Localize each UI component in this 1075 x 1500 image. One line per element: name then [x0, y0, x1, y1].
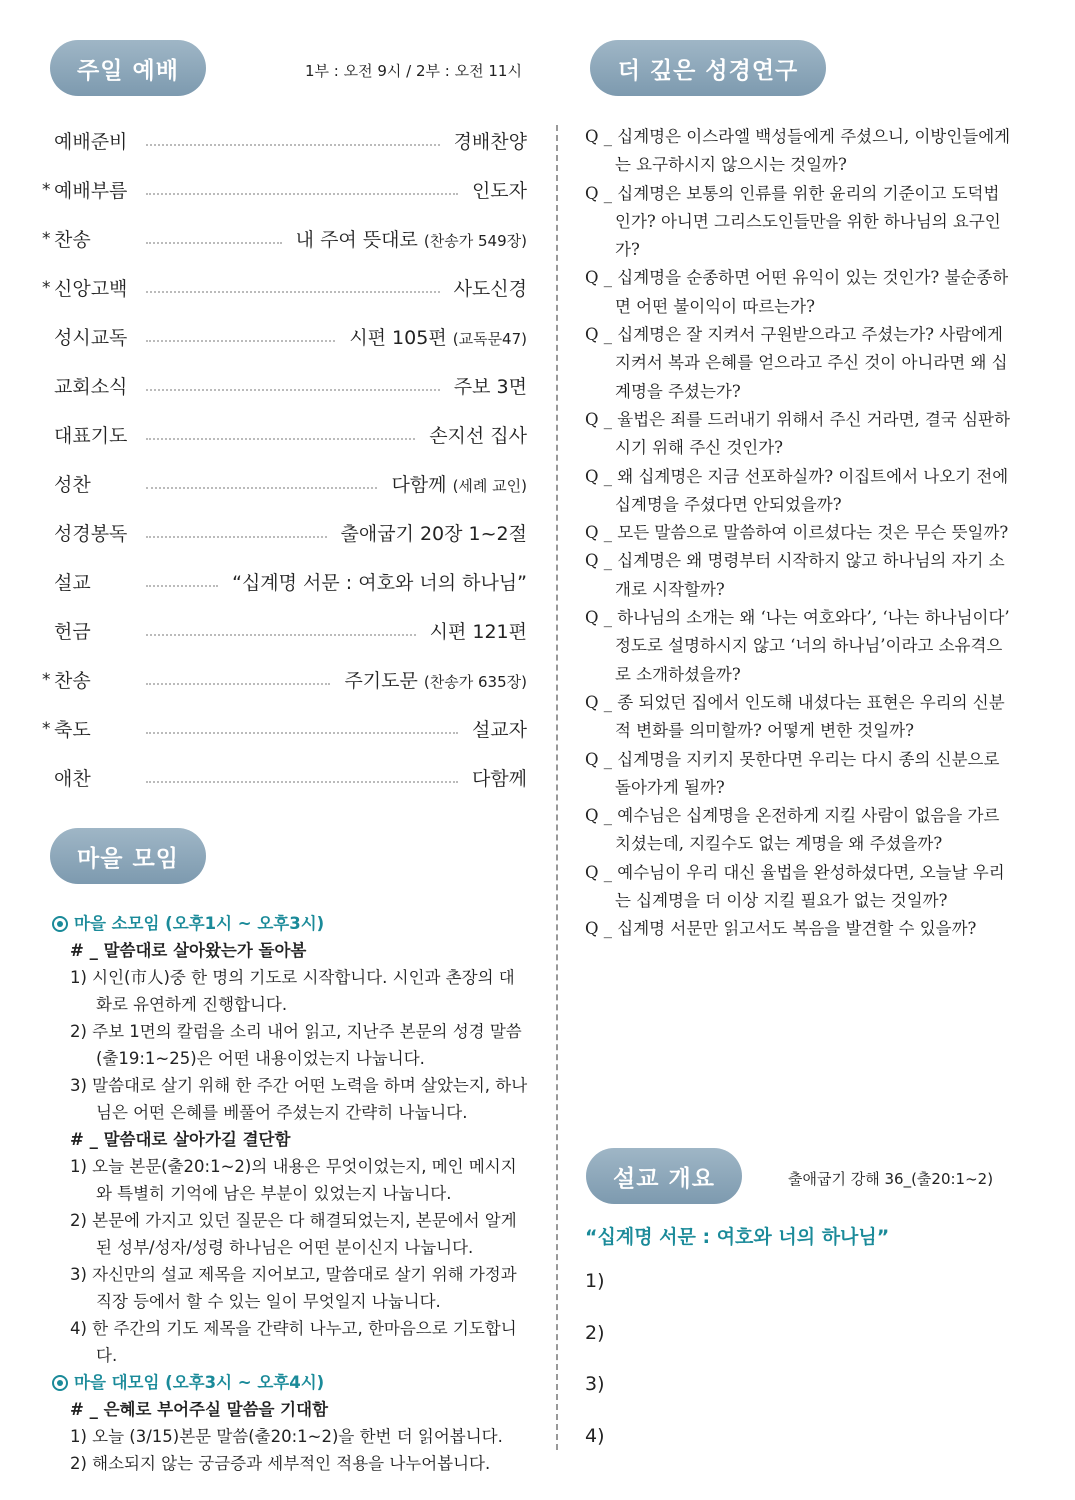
study-question: Q _ 십계명을 지키지 못한다면 우리는 다시 종의 신분으로 돌아가게 될까?: [585, 749, 1000, 797]
sermon-point: 1): [585, 1270, 605, 1292]
study-question: Q _ 십계명은 왜 명령부터 시작하지 않고 하나님의 자기 소개로 시작할까?: [585, 551, 1005, 599]
large-sub-heading: # _ 은혜로 부어주실 말씀을 기대함: [70, 1400, 329, 1419]
small-sub-heading-1: # _ 말씀대로 살아왔는가 돌아봄: [70, 941, 307, 960]
order-value: 인도자: [471, 180, 527, 202]
study-questions: [585, 123, 1013, 944]
order-label: 예배부름: [54, 180, 128, 202]
dotted-leader: [146, 781, 458, 783]
worship-order-row: [42, 655, 527, 704]
dotted-leader: [146, 732, 458, 734]
study-question: Q _ 십계명은 잘 지켜서 구원받으라고 주셨는가? 사람에게 지켜서 복과 은혜를 얻으라고 주신 것이 아니라면 왜 십계명을 주셨는가?: [585, 325, 1008, 401]
village-title: 마을 모임: [50, 828, 206, 884]
sermon-point: 3): [585, 1373, 605, 1395]
small-sub-heading-2: # _ 말씀대로 살아가길 결단함: [70, 1130, 291, 1149]
list-item: 3) 말씀대로 살기 위해 한 주간 어떤 노력을 하며 살았는지, 하나님은 어떤 은혜를 베풀어 주셨는지 간략히 나눕니다.: [70, 1076, 528, 1122]
dotted-leader: [146, 585, 218, 587]
order-label: 신앙고백: [54, 278, 128, 300]
large-meeting-heading: [52, 1369, 530, 1396]
sermon-points: [585, 1270, 605, 1476]
dotted-leader: [146, 340, 335, 342]
order-label: 애찬: [54, 768, 91, 790]
worship-order-row: [42, 606, 527, 655]
study-question: Q _ 하나님의 소개는 왜 ‘나는 여호와다’, ‘나는 하나님이다’ 정도로 설명하시지 않고 ‘너의 하나님’이라고 소유격으로 소개하셨을까?: [585, 608, 1010, 684]
dotted-leader: [146, 487, 377, 489]
dotted-leader: [146, 193, 458, 195]
sermon-point: 2): [585, 1321, 605, 1344]
study-question: Q _ 종 되었던 집에서 인도해 내셨다는 표현은 우리의 신분적 변화를 의미할까? 어떻게 변한 것일까?: [585, 692, 1005, 741]
order-label: 성경봉독: [54, 523, 128, 545]
required-mark: *: [42, 277, 51, 298]
list-item: 2) 본문에 가지고 있던 질문은 다 해결되었는지, 본문에서 알게 된 성부/성자/성령 하나님은 어떤 분이신지 나눕니다.: [70, 1211, 517, 1257]
worship-order-list: [42, 116, 527, 802]
worship-times: 1부 : 오전 9시 / 2부 : 오전 11시: [305, 62, 522, 80]
dotted-leader: [146, 242, 282, 244]
target-bullet-icon: [52, 1375, 68, 1391]
sermon-heading: “십계명 서문 : 여호와 너의 하나님”: [585, 1226, 890, 1248]
order-label: 교회소식: [54, 376, 128, 398]
order-value: 사도신경: [453, 278, 527, 300]
list-item: 1) 시인(市人)중 한 명의 기도로 시작합니다. 시인과 촌장의 대화로 유연하게 진행합니다.: [70, 968, 515, 1014]
worship-order-row: [42, 214, 527, 263]
study-question: Q _ 십계명은 이스라엘 백성들에게 주셨으니, 이방인들에게는 요구하시지 않으시는 것일까?: [585, 127, 1011, 175]
dotted-leader: [146, 634, 416, 636]
sermon-title: 설교 개요: [586, 1148, 742, 1204]
order-label: 예배준비: [54, 131, 128, 153]
worship-order-row: [42, 557, 527, 606]
worship-order-row: [42, 116, 527, 165]
worship-order-row: [42, 753, 527, 802]
order-label: 성찬: [54, 474, 91, 496]
order-label: 헌금: [54, 621, 91, 643]
required-mark: *: [42, 179, 51, 200]
required-mark: *: [42, 228, 51, 249]
order-value: 주기도문 (찬송가 635장): [344, 670, 527, 692]
list-item: 1) 오늘 본문(출20:1~2)의 내용은 무엇이었는지, 메인 메시지와 특별히 기억에 남은 부분이 있었는지 나눕니다.: [70, 1157, 517, 1203]
list-item: 3) 자신만의 설교 제목을 지어보고, 말씀대로 살기 위해 가정과 직장 등에서 할 수 있는 일이 무엇일지 나눕니다.: [70, 1265, 517, 1311]
study-question: Q _ 왜 십계명은 지금 선포하실까? 이집트에서 나오기 전에 십계명을 주셨다면 안되었을까?: [585, 466, 1009, 514]
required-mark: *: [42, 669, 51, 690]
dotted-leader: [146, 389, 440, 391]
column-divider: [556, 125, 558, 1450]
worship-title: 주일 예배: [50, 40, 206, 96]
worship-order-row: [42, 704, 527, 753]
order-label: 찬송: [54, 229, 91, 251]
order-value: “십계명 서문 : 여호와 너의 하나님”: [232, 572, 527, 594]
worship-order-row: [42, 459, 527, 508]
list-item: 4) 한 주간의 기도 제목을 간략히 나누고, 한마음으로 기도합니다.: [70, 1319, 517, 1365]
sermon-reference: 출애굽기 강해 36_(출20:1~2): [788, 1170, 994, 1188]
study-question: Q _ 십계명은 보통의 인류를 위한 윤리의 기준이고 도덕법인가? 아니면 그리스도인들만을 위한 하나님의 요구인가?: [585, 183, 1001, 260]
order-value: 내 주여 뜻대로 (찬송가 549장): [295, 229, 527, 251]
order-value: 시편 105편 (교독문47): [349, 327, 527, 349]
order-value: 손지선 집사: [429, 425, 527, 447]
order-value: 시편 121편: [429, 621, 527, 643]
order-label: 축도: [54, 719, 91, 741]
required-mark: *: [42, 718, 51, 739]
list-item: 1) 오늘 (3/15)본문 말씀(출20:1~2)을 한번 더 읽어봅니다.: [70, 1427, 503, 1446]
dotted-leader: [146, 438, 415, 440]
worship-order-row: [42, 361, 527, 410]
study-question: Q _ 예수님은 십계명을 온전하게 지킬 사람이 없음을 가르치셨는데, 지킬수도 없는 계명을 왜 주셨을까?: [585, 806, 1000, 854]
list-item: 2) 해소되지 않는 궁금증과 세부적인 적용을 나누어봅니다.: [70, 1454, 491, 1473]
small-meeting-heading-text: 마을 소모임 (오후1시 ~ 오후3시): [74, 914, 325, 933]
order-value: 다함께: [471, 768, 527, 790]
dotted-leader: [146, 144, 440, 146]
study-question: Q _ 십계명 서문만 읽고서도 복음을 발견할 수 있을까?: [585, 919, 977, 939]
order-value: 설교자: [471, 719, 527, 741]
study-question: Q _ 십계명을 순종하면 어떤 유익이 있는 것인가? 불순종하면 어떤 불이익이 따르는가?: [585, 268, 1009, 316]
worship-order-row: [42, 508, 527, 557]
order-value: 다함께 (세례 교인): [391, 474, 527, 496]
large-meeting-heading-text: 마을 대모임 (오후3시 ~ 오후4시): [74, 1373, 325, 1392]
dotted-leader: [146, 683, 330, 685]
list-item: 2) 주보 1면의 칼럼을 소리 내어 읽고, 지난주 본문의 성경 말씀(출19:1~25)은 어떤 내용이었는지 나눕니다.: [70, 1022, 522, 1068]
target-bullet-icon: [52, 916, 68, 932]
order-label: 성시교독: [54, 327, 128, 349]
sermon-point: 4): [585, 1424, 605, 1447]
dotted-leader: [146, 536, 327, 538]
order-label: 찬송: [54, 670, 91, 692]
dotted-leader: [146, 291, 440, 293]
order-label: 대표기도: [54, 425, 128, 447]
worship-order-row: [42, 410, 527, 459]
worship-order-row: [42, 312, 527, 361]
study-question: Q _ 예수님이 우리 대신 율법을 완성하셨다면, 오늘날 우리는 십계명을 더 이상 지킬 필요가 없는 것일까?: [585, 862, 1005, 911]
order-value: 주보 3면: [453, 376, 527, 398]
order-value: 출애굽기 20장 1~2절: [340, 523, 527, 545]
study-question: Q _ 모든 말씀으로 말씀하여 이르셨다는 것은 무슨 뜻일까?: [585, 523, 1009, 543]
order-label: 설교: [54, 572, 91, 594]
study-question: Q _ 율법은 죄를 드러내기 위해서 주신 거라면, 결국 심판하시기 위해 주신 것인가?: [585, 409, 1010, 458]
small-meeting-heading: [52, 910, 530, 937]
worship-order-row: [42, 165, 527, 214]
village-section: [52, 910, 530, 1477]
study-title: 더 깊은 성경연구: [590, 40, 826, 96]
worship-order-row: [42, 263, 527, 312]
order-value: 경배찬양: [453, 131, 527, 153]
